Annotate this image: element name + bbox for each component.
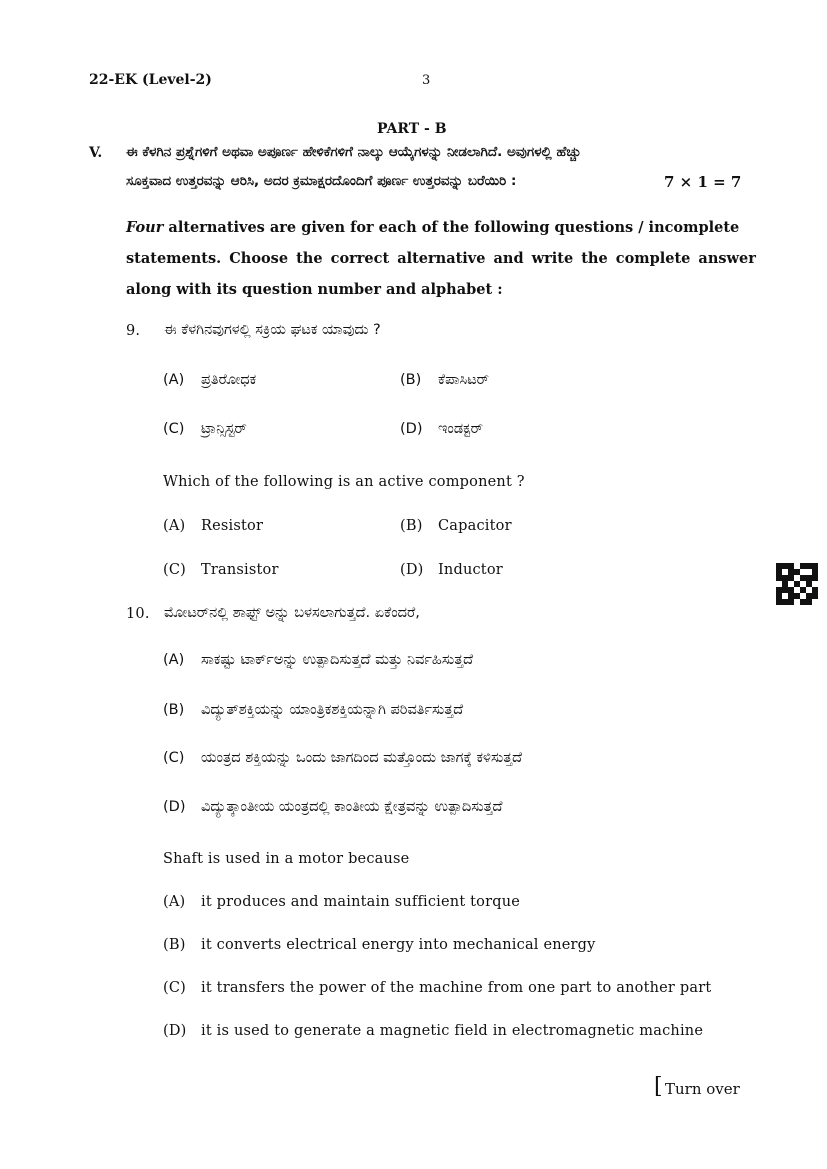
page-number: 3: [422, 73, 431, 88]
option-label: (A): [163, 894, 186, 910]
option-label: (D): [163, 799, 186, 815]
q9-kn-option-c: [163, 421, 247, 437]
paper-code: 22-EK (Level-2): [89, 72, 212, 88]
option-text: it converts electrical energy into mechanical energy: [201, 937, 596, 953]
option-text: it transfers the power of the machine from one part to another part: [201, 980, 712, 996]
option-text: Inductor: [438, 562, 503, 578]
option-text: Transistor: [201, 562, 279, 578]
option-label: (C): [163, 750, 185, 766]
option-text: ಇಂಡಕ್ಟರ್: [438, 421, 484, 437]
section-number: V.: [89, 145, 103, 161]
option-text: ವಿದ್ಯುತ್‌ಶಕ್ತಿಯನ್ನು ಯಾಂತ್ರಿಕಶಕ್ತಿಯನ್ನಾಗಿ ಪರಿವರ್ತಿಸುತ್ತದೆ: [201, 702, 464, 718]
question-10-english: Shaft is used in a motor because: [163, 851, 410, 867]
part-title: PART - B: [377, 121, 447, 137]
question-9-kannada: ಈ ಕೆಳಗಿನವುಗಳಲ್ಲಿ ಸಕ್ರಿಯ ಘಟಕ ಯಾವುದು ?: [164, 322, 381, 338]
option-label: (C): [163, 980, 187, 996]
option-text: ಟ್ರಾನ್ಸಿಸ್ಟರ್: [201, 421, 247, 437]
instruction-line-1-rest: alternatives are given for each of the following questions / incomplete: [168, 219, 740, 236]
option-text: Capacitor: [438, 518, 512, 534]
q10-en-option-b: [163, 937, 596, 953]
instruction-english-line-1: [126, 219, 739, 236]
turn-over-label: Turn over: [665, 1080, 740, 1098]
q9-en-option-d: [400, 562, 503, 578]
option-label: (B): [400, 372, 422, 388]
instruction-emphasis: Four: [126, 219, 164, 236]
option-label: (D): [163, 1023, 187, 1039]
q10-en-option-d: [163, 1023, 703, 1039]
question-10-number: 10.: [126, 606, 150, 622]
q10-en-option-a: [163, 894, 520, 910]
option-label: (C): [163, 421, 185, 437]
q10-kn-option-b: [163, 702, 463, 718]
instruction-english-line-2: statements. Choose the correct alternative and write the complete answer: [126, 250, 756, 267]
turn-over-bracket: [: [654, 1074, 663, 1099]
q10-kn-option-d: [163, 799, 502, 815]
option-text: ಸಾಕಷ್ಟು ಟಾರ್ಕ್‌ಅನ್ನು ಉತ್ಪಾದಿಸುತ್ತದೆ ಮತ್ತು ನಿರ್ವಹಿಸುತ್ತದೆ: [201, 652, 474, 668]
marks-allotted: 7 × 1 = 7: [664, 173, 742, 191]
q9-en-option-a: [163, 518, 263, 534]
question-9-english: Which of the following is an active component ?: [163, 474, 525, 490]
q10-kn-option-c: [163, 750, 522, 766]
q9-en-option-c: [163, 562, 279, 578]
option-label: (D): [400, 562, 424, 578]
q9-kn-option-d: [400, 421, 483, 437]
question-10-kannada: ಮೋಟರ್‌ನಲ್ಲಿ ಶಾಫ್ಟ್ ಅನ್ನು ಬಳಸಲಾಗುತ್ತದೆ. ಏಕೆಂದರೆ,: [164, 605, 420, 621]
option-text: ವಿದ್ಯುತ್ಕಾಂತೀಯ ಯಂತ್ರದಲ್ಲಿ ಕಾಂತೀಯ ಕ್ಷೇತ್ರವನ್ನು ಉತ್ಪಾದಿಸುತ್ತದೆ: [201, 799, 503, 815]
q9-kn-option-b: [400, 372, 489, 388]
instruction-english-line-3: along with its question number and alphabet :: [126, 281, 503, 298]
option-label: (B): [400, 518, 423, 534]
option-text: ಯಂತ್ರದ ಶಕ್ತಿಯನ್ನು ಒಂದು ಜಾಗದಿಂದ ಮತ್ತೊಂದು ಜಾಗಕ್ಕೆ ಕಳಿಸುತ್ತದೆ: [201, 750, 523, 766]
option-text: Resistor: [201, 518, 264, 534]
q10-en-option-c: [163, 980, 711, 996]
option-label: (A): [163, 652, 185, 668]
instruction-kannada-line-2: ಸೂಕ್ತವಾದ ಉತ್ತರವನ್ನು ಆರಿಸಿ, ಅದರ ಕ್ರಮಾಕ್ಷರದೊಂದಿಗೆ ಪೂರ್ಣ ಉತ್ತರವನ್ನು ಬರೆಯಿರಿ :: [126, 173, 517, 189]
q9-kn-option-a: [163, 372, 256, 388]
option-label: (D): [400, 421, 423, 437]
qr-code-icon: [776, 563, 818, 605]
option-label: (B): [163, 937, 186, 953]
option-text: it produces and maintain sufficient torque: [201, 894, 521, 910]
option-text: ಕೆಪಾಸಿಟರ್: [438, 372, 490, 388]
q10-kn-option-a: [163, 652, 473, 668]
option-label: (B): [163, 702, 185, 718]
option-text: it is used to generate a magnetic field in electromagnetic machine: [201, 1023, 704, 1039]
question-9-number: 9.: [126, 323, 141, 339]
option-label: (A): [163, 372, 185, 388]
option-label: (A): [163, 518, 186, 534]
option-label: (C): [163, 562, 187, 578]
option-text: ಪ್ರತಿರೋಧಕ: [201, 372, 257, 388]
q9-en-option-b: [400, 518, 512, 534]
instruction-kannada-line-1: ಈ ಕೆಳಗಿನ ಪ್ರಶ್ನೆಗಳಿಗೆ ಅಥವಾ ಅಪೂರ್ಣ ಹೇಳಿಕೆಗಳಿಗೆ ನಾಲ್ಕು ಆಯ್ಕೆಗಳನ್ನು ನೀಡಲಾಗಿದೆ. ಅವುಗಳಲ್ಲಿ ಹೆಚ್ಚು: [126, 144, 582, 160]
